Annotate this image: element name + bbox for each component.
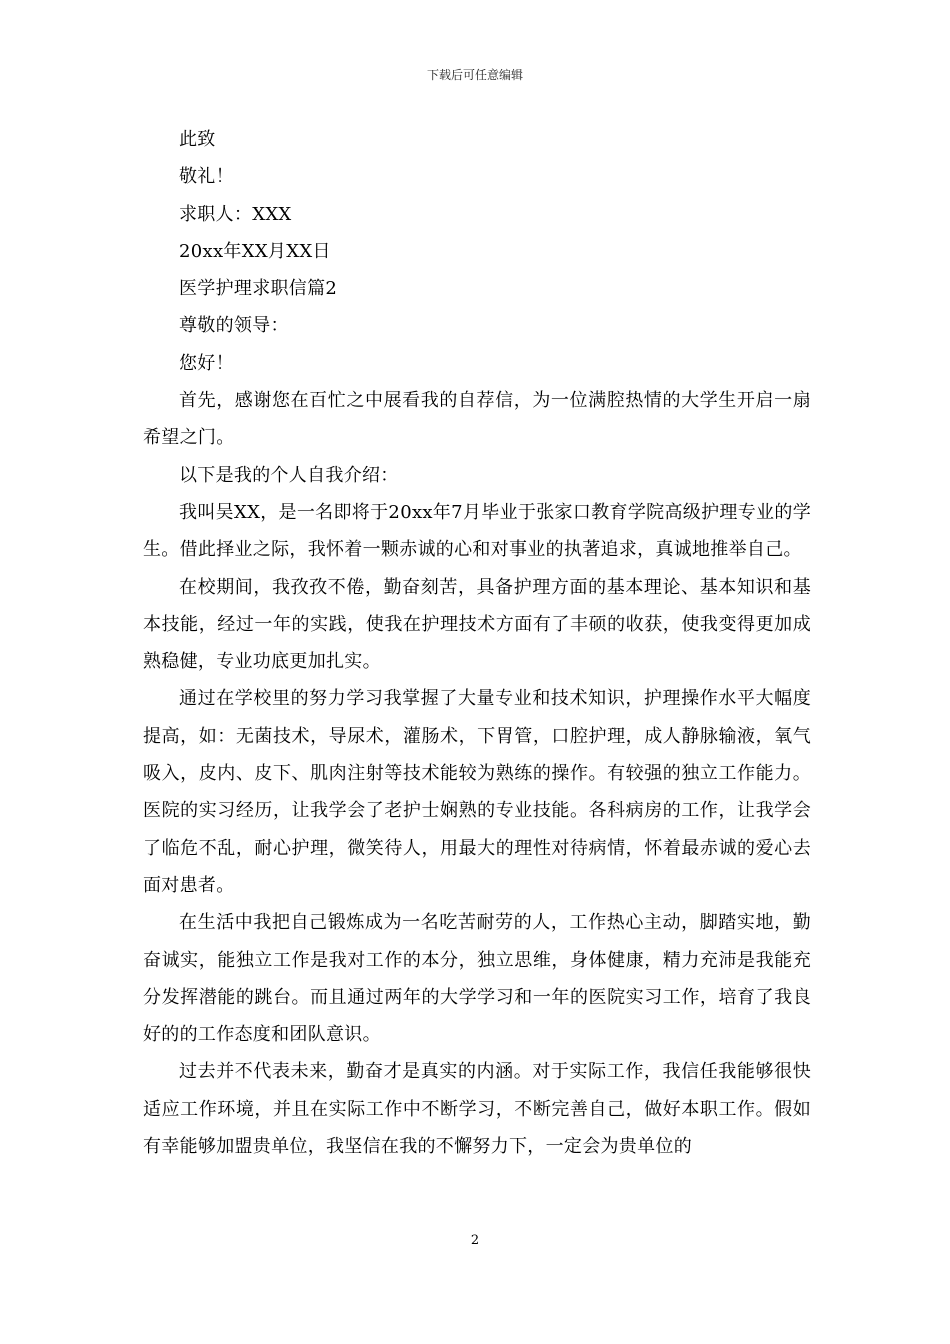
page-header: 下载后可任意编辑: [426, 68, 523, 82]
page-number: 2: [470, 1233, 480, 1248]
paragraph: 以下是我的个人自我介绍：: [179, 464, 399, 486]
paragraph: 我叫吴XX，是一名即将于20xx年7月毕业于张家口教育学院高级护理专业的学生。借此择业之际，我怀着一颗赤诚的心和对事业的执著追求，真诚地推举自己。: [143, 501, 811, 561]
paragraph: 在校期间，我孜孜不倦，勤奋刻苦，具备护理方面的基本理论、基本知识和基本技能，经过一年的实践，使我在护理技术方面有了丰硕的收获，使我变得更加成熟稳健，专业功底更加扎实。: [143, 576, 811, 673]
hello-line: 您好！: [179, 352, 234, 374]
paragraph: 过去并不代表未来，勤奋才是真实的内涵。对于实际工作，我信任我能够很快适应工作环境，并且在实际工作中不断学习，不断完善自己，做好本职工作。假如有幸能够加盟贵单位，我坚信在我的不懈努力下，一定会为贵单位的: [143, 1061, 811, 1158]
salutation-line: 敬礼！: [179, 166, 234, 188]
letter-body: [143, 121, 811, 1165]
paragraph: 首先，感谢您在百忙之中展看我的自荐信，为一位满腔热情的大学生开启一扇希望之门。: [143, 390, 811, 449]
applicant-line: 求职人：XXX: [179, 203, 292, 225]
paragraph: 在生活中我把自己锻炼成为一名吃苦耐劳的人，工作热心主动，脚踏实地，勤奋诚实，能独立工作是我对工作的本分，独立思维，身体健康，精力充沛是我能充分发挥潜能的跳台。而且通过两年的大学学习和一年的医院实习工作，培育了我良好的的工作态度和团队意识。: [143, 912, 811, 1046]
section-title: 医学护理求职信篇2: [179, 278, 338, 300]
paragraph: 通过在学校里的努力学习我掌握了大量专业和技术知识，护理操作水平大幅度提高，如：无菌技术，导尿术，灌肠术，下胃管，口腔护理，成人静脉输液，氧气吸入，皮内、皮下、肌肉注射等技术能较为熟练的操作。有较强的独立工作能力。医院的实习经历，让我学会了老护士娴熟的专业技能。各科病房的工作，让我学会了临危不乱，耐心护理，微笑待人，用最大的理性对待病情，怀着最赤诚的爱心去面对患者。: [143, 688, 811, 896]
greeting-line: 尊敬的领导：: [179, 315, 289, 337]
date-line: 20xx年XX月XX日: [179, 240, 331, 262]
closing-line: 此致: [179, 129, 216, 150]
